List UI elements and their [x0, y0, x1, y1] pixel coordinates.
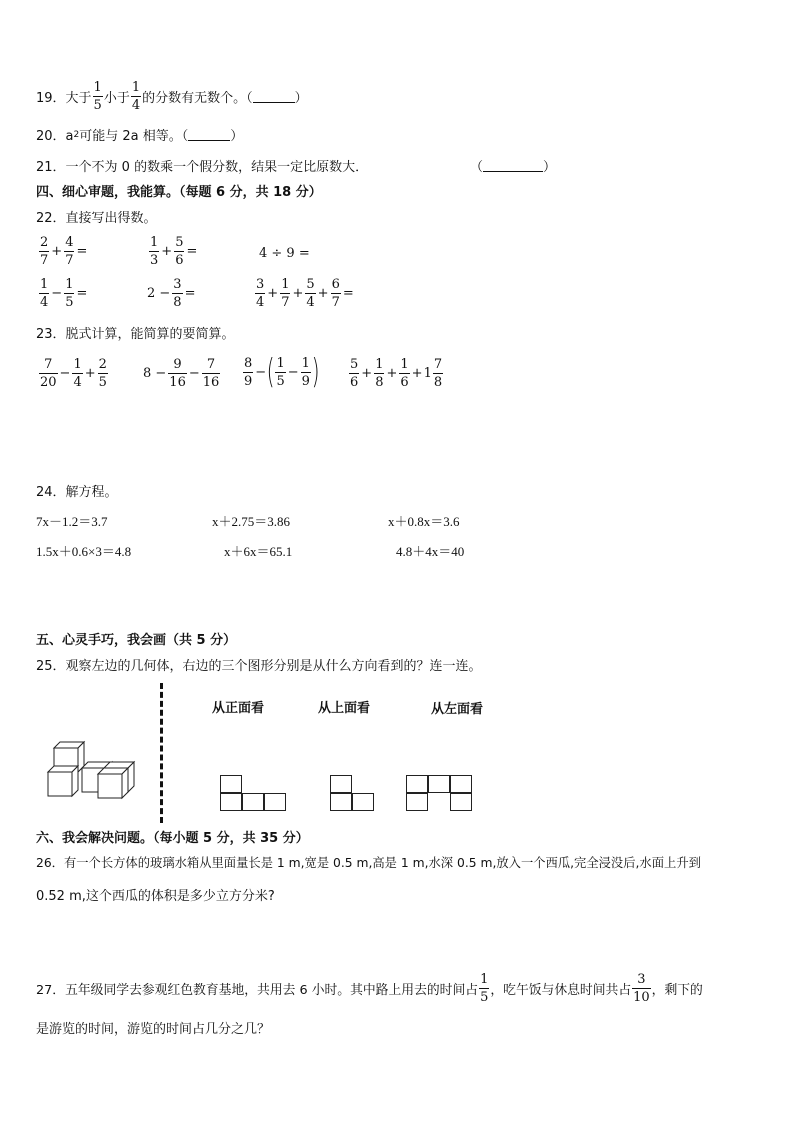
- q23-expr-4: $\frac{5}{6}$ + $\frac{1}{8}$ + $\frac{1}{6}$ + 1 $\frac{7}{8}$: [350, 357, 443, 390]
- question-22-title: 22．直接写出得数。: [36, 211, 157, 226]
- geometric-solid-figure: [40, 738, 144, 802]
- fraction: $\frac{1}{5}$: [480, 972, 489, 1005]
- question-25-title: 25．观察左边的几何体，右边的三个图形分别是从什么方向看到的？连一连。: [36, 659, 482, 674]
- question-27-line-2: 是游览的时间，游览的时间占几分之几？: [36, 1022, 271, 1037]
- q19-suffix: 的分数有无数个。（: [142, 91, 253, 106]
- q19-prefix: 19．大于: [36, 91, 92, 106]
- cube: [98, 768, 128, 798]
- q22-expr-2: $\frac{1}{3}$ + $\frac{5}{6}$ =: [150, 235, 198, 268]
- dashed-divider: [160, 683, 163, 823]
- q19-mid: 小于: [103, 91, 130, 106]
- equation: 1.5x＋0.6×3＝4.8: [36, 544, 132, 559]
- question-21: 21．一个不为 0 的数乘一个假分数，结果一定比原数大．: [36, 160, 369, 175]
- q23-expr-1: $\frac{7}{20}$ − $\frac{1}{4}$ + $\frac{2}{5}$: [40, 357, 107, 390]
- question-23-title: 23．脱式计算，能简算的要简算。: [36, 327, 235, 342]
- q22-expr-5: 2 − $\frac{3}{8}$ =: [147, 277, 196, 310]
- question-26-line-2: 0.52 m,这个西瓜的体积是多少立方分米?: [36, 889, 275, 904]
- question-24-title: 24．解方程。: [36, 485, 118, 500]
- fraction: $\frac{3}{10}$: [633, 972, 650, 1005]
- q21-answer: （ ）: [470, 160, 557, 175]
- exponent: 2: [73, 129, 80, 140]
- q22-expr-6: $\frac{3}{4}$ + $\frac{1}{7}$ + $\frac{5}{4}$ + $\frac{6}{7}$ =: [256, 277, 354, 310]
- q22-expr-4: $\frac{1}{4}$ − $\frac{1}{5}$ =: [40, 277, 88, 310]
- q23-expr-2: 8 − $\frac{9}{16}$ − $\frac{7}{16}$: [143, 357, 220, 390]
- left-paren: (: [266, 352, 275, 392]
- q23-expr-3: $\frac{8}{9}$ − ( $\frac{1}{5}$ − $\frac{1}{9}$ ): [244, 352, 320, 392]
- cube: [48, 766, 78, 796]
- section-6-heading: 六、我会解决问题。（每小题 5 分，共 35 分）: [36, 831, 309, 846]
- answer-blank[interactable]: [188, 128, 230, 141]
- view-label-left: 从左面看: [431, 702, 484, 717]
- view-label-top: 从上面看: [318, 701, 371, 716]
- question-26-line-1: 26．有一个长方体的玻璃水箱从里面量长是 1 m,宽是 0.5 m,高是 1 m,水深 0.5 m,放入一个西瓜,完全浸没后,水面上升到: [36, 856, 701, 870]
- question-20: 20．a 2 可能与 2a 相等。（ ）: [36, 129, 244, 144]
- equation: x＋0.8x＝3.6: [388, 514, 460, 529]
- answer-blank[interactable]: [483, 159, 543, 172]
- q22-expr-1: $\frac{2}{7}$ + $\frac{4}{7}$ =: [40, 235, 88, 268]
- equation: x＋6x＝65.1: [224, 544, 293, 559]
- fraction: $\frac{1}{4}$: [131, 80, 141, 113]
- question-19: 19．大于 $\frac{1}{5}$ 小于 $\frac{1}{4}$ 的分数有无数个。（ ）: [36, 80, 308, 113]
- equation: x＋2.75＝3.86: [212, 514, 291, 529]
- q22-expr-3: 4 ÷ 9 =: [259, 246, 310, 261]
- fraction: $\frac{1}{5}$: [93, 80, 102, 113]
- section-5-heading: 五、心灵手巧，我会画（共 5 分）: [36, 633, 237, 648]
- view-label-front: 从正面看: [212, 701, 265, 716]
- question-27-line-1: 27．五年级同学去参观红色教育基地，共用去 6 小时。其中路上用去的时间占 $\frac{1}{5}$ ，吃午饭与休息时间共占 $\frac{3}{10}$ ，剩下的: [36, 972, 703, 1005]
- right-paren: ): [311, 352, 320, 392]
- answer-blank[interactable]: [253, 90, 295, 103]
- section-4-heading: 四、细心审题，我能算。（每题 6 分，共 18 分）: [36, 185, 322, 200]
- equation: 7x－1.2＝3.7: [36, 514, 108, 529]
- equation: 4.8＋4x＝40: [396, 544, 465, 559]
